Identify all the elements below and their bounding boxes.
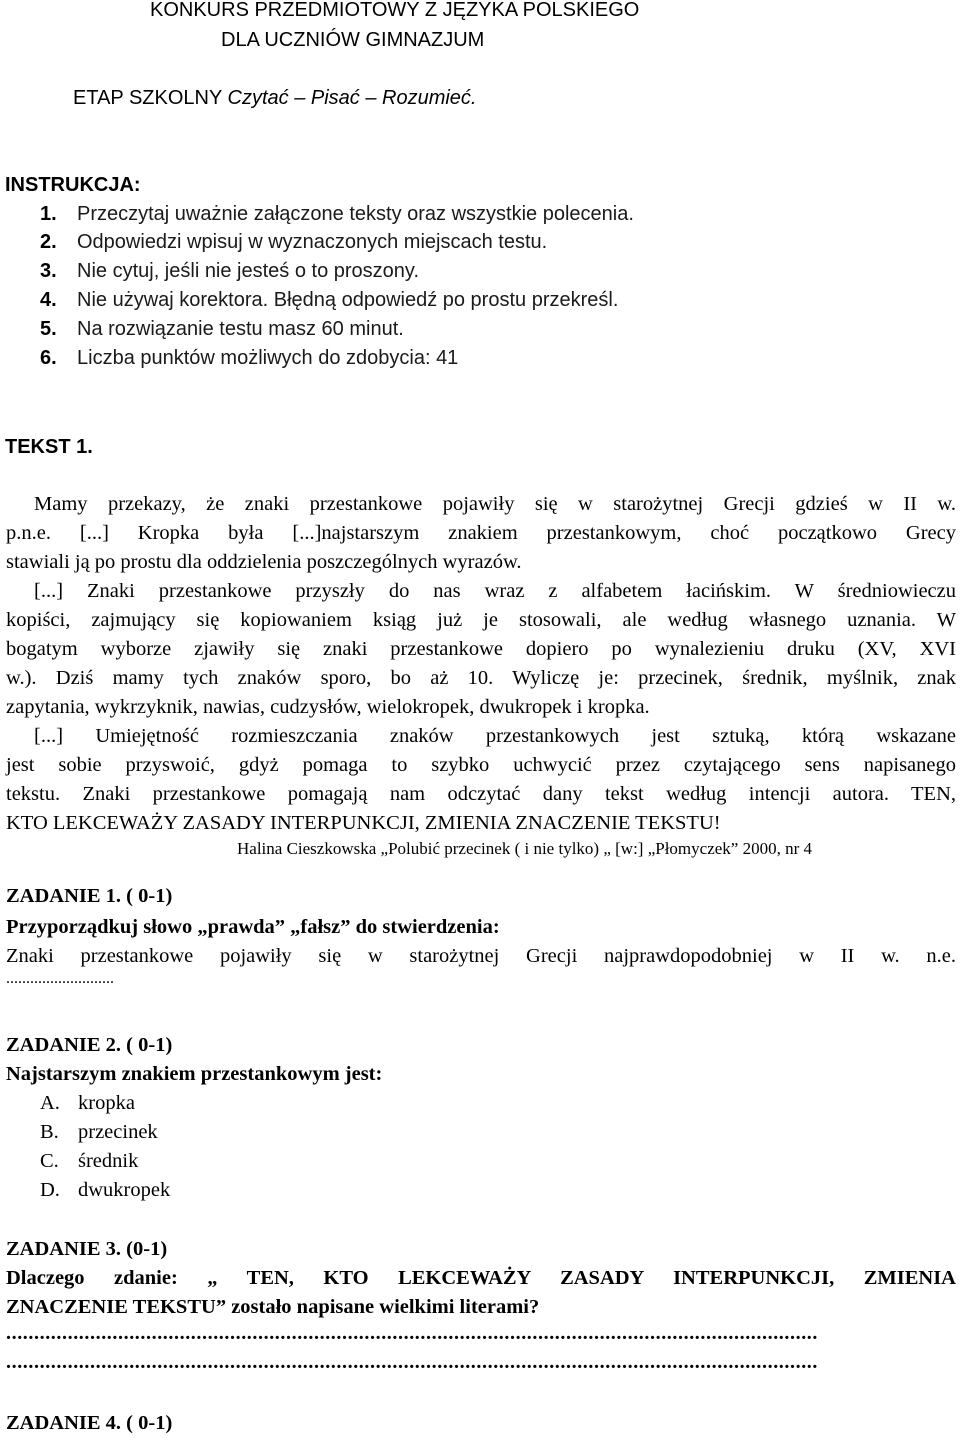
task2-title: ZADANIE 2. ( 0-1) [6, 1034, 173, 1056]
task3-answer-line[interactable]: ................................................................................................................................................. [6, 1322, 818, 1344]
option-letter: D. [40, 1179, 60, 1201]
instruction-number: 1. [40, 203, 57, 225]
option-letter: A. [40, 1092, 60, 1114]
text1-line: jest sobie przyswoić, gdyż pomaga to szybko uchwycić przez czytającego sens napisanego [6, 754, 956, 776]
text1-line: stawiali ją po prostu dla oddzielenia poszczególnych wyrazów. [6, 551, 522, 573]
text1-line: Mamy przekazy, że znaki przestankowe pojawiły się w starożytnej Grecji gdzieś w II w. [34, 493, 956, 515]
instruction-number: 5. [40, 318, 57, 340]
task2-prompt: Najstarszym znakiem przestankowym jest: [6, 1063, 383, 1085]
contest-subtitle: DLA UCZNIÓW GIMNAZJUM [221, 29, 485, 51]
option-text: średnik [78, 1150, 139, 1172]
instruction-item [40, 257, 419, 286]
text1-line: [...] Znaki przestankowe przyszły do nas wraz z alfabetem łacińskim. W średniowieczu [34, 580, 956, 602]
task4-title: ZADANIE 4. ( 0-1) [6, 1412, 173, 1434]
text1-line: w.). Dziś mamy tych znaków sporo, bo aż 10. Wyliczę je: przecinek, średnik, myślnik, znak [6, 667, 956, 689]
task1-answer-blank[interactable]: ........................... [6, 970, 114, 987]
instruction-number: 6. [40, 347, 57, 369]
instruction-number: 4. [40, 289, 57, 311]
task1-prompt: Przyporządkuj słowo „prawda” „fałsz” do stwierdzenia: [6, 916, 500, 938]
task3-prompt-line1: Dlaczego zdanie: „ TEN, KTO LEKCEWAŻY ZASADY INTERPUNKCJI, ZMIENIA [6, 1267, 956, 1289]
text1-line: kopiści, zajmujący się kopiowaniem ksiąg już je stosowali, ale według własnego uznania. W [6, 609, 956, 631]
instruction-text: Nie cytuj, jeśli nie jesteś o to proszony. [77, 260, 420, 282]
option-text: przecinek [78, 1121, 158, 1143]
instruction-item [40, 344, 458, 373]
instruction-text: Liczba punktów możliwych do zdobycia: 41 [77, 347, 459, 369]
stage-line [73, 84, 477, 113]
task3-answer-line[interactable]: ................................................................................................................................................. [6, 1351, 818, 1373]
stage-motto: Czytać – Pisać – Rozumieć. [227, 87, 477, 109]
instruction-item [40, 315, 404, 344]
task2-option-b[interactable] [40, 1118, 158, 1147]
contest-title: KONKURS PRZEDMIOTOWY Z JĘZYKA POLSKIEGO [150, 0, 640, 21]
option-text: dwukropek [78, 1179, 171, 1201]
text1-source: Halina Cieszkowska „Polubić przecinek ( i nie tylko) „ [w:] „Płomyczek” 2000, nr 4 [237, 839, 812, 858]
instruction-item [40, 286, 618, 315]
instruction-item [40, 228, 547, 257]
instruction-item [40, 200, 634, 229]
instruction-text: Na rozwiązanie testu masz 60 minut. [77, 318, 404, 340]
text1-line: [...] Umiejętność rozmieszczania znaków przestankowych jest sztuką, którą wskazane [34, 725, 956, 747]
text1-line: p.n.e. [...] Kropka była [...]najstarszym znakiem przestankowym, choć początkowo Grecy [6, 522, 956, 544]
stage-label: ETAP SZKOLNY [73, 87, 222, 109]
instruction-number: 2. [40, 231, 57, 253]
instruction-text: Przeczytaj uważnie załączone teksty oraz wszystkie polecenia. [77, 203, 634, 225]
text1-line: tekstu. Znaki przestankowe pomagają nam odczytać dany tekst według intencji autora. TEN, [6, 783, 956, 805]
option-text: kropka [78, 1092, 135, 1114]
task2-option-d[interactable] [40, 1176, 170, 1205]
instructions-title: INSTRUKCJA: [5, 174, 141, 196]
task3-prompt-line2: ZNACZENIE TEKSTU” zostało napisane wielkimi literami? [6, 1296, 540, 1318]
text1-line: bogatym wyborze zjawiły się znaki przestankowe dopiero po wynalezieniu druku (XV, XVI [6, 638, 956, 660]
task1-statement: Znaki przestankowe pojawiły się w starożytnej Grecji najprawdopodobniej w II w. n.e. [6, 945, 956, 967]
text1-line: KTO LEKCEWAŻY ZASADY INTERPUNKCJI, ZMIENIA ZNACZENIE TEKSTU! [6, 812, 721, 834]
text1-line: zapytania, wykrzyknik, nawias, cudzysłów, wielokropek, dwukropek i kropka. [6, 696, 650, 718]
task3-title: ZADANIE 3. (0-1) [6, 1238, 168, 1260]
option-letter: B. [40, 1121, 59, 1143]
text1-title: TEKST 1. [5, 436, 93, 458]
task2-option-c[interactable] [40, 1147, 138, 1176]
instruction-text: Nie używaj korektora. Błędną odpowiedź po prostu przekreśl. [77, 289, 619, 311]
instruction-text: Odpowiedzi wpisuj w wyznaczonych miejscach testu. [77, 231, 548, 253]
task1-title: ZADANIE 1. ( 0-1) [6, 885, 173, 907]
instruction-number: 3. [40, 260, 57, 282]
task2-option-a[interactable] [40, 1089, 135, 1118]
option-letter: C. [40, 1150, 59, 1172]
